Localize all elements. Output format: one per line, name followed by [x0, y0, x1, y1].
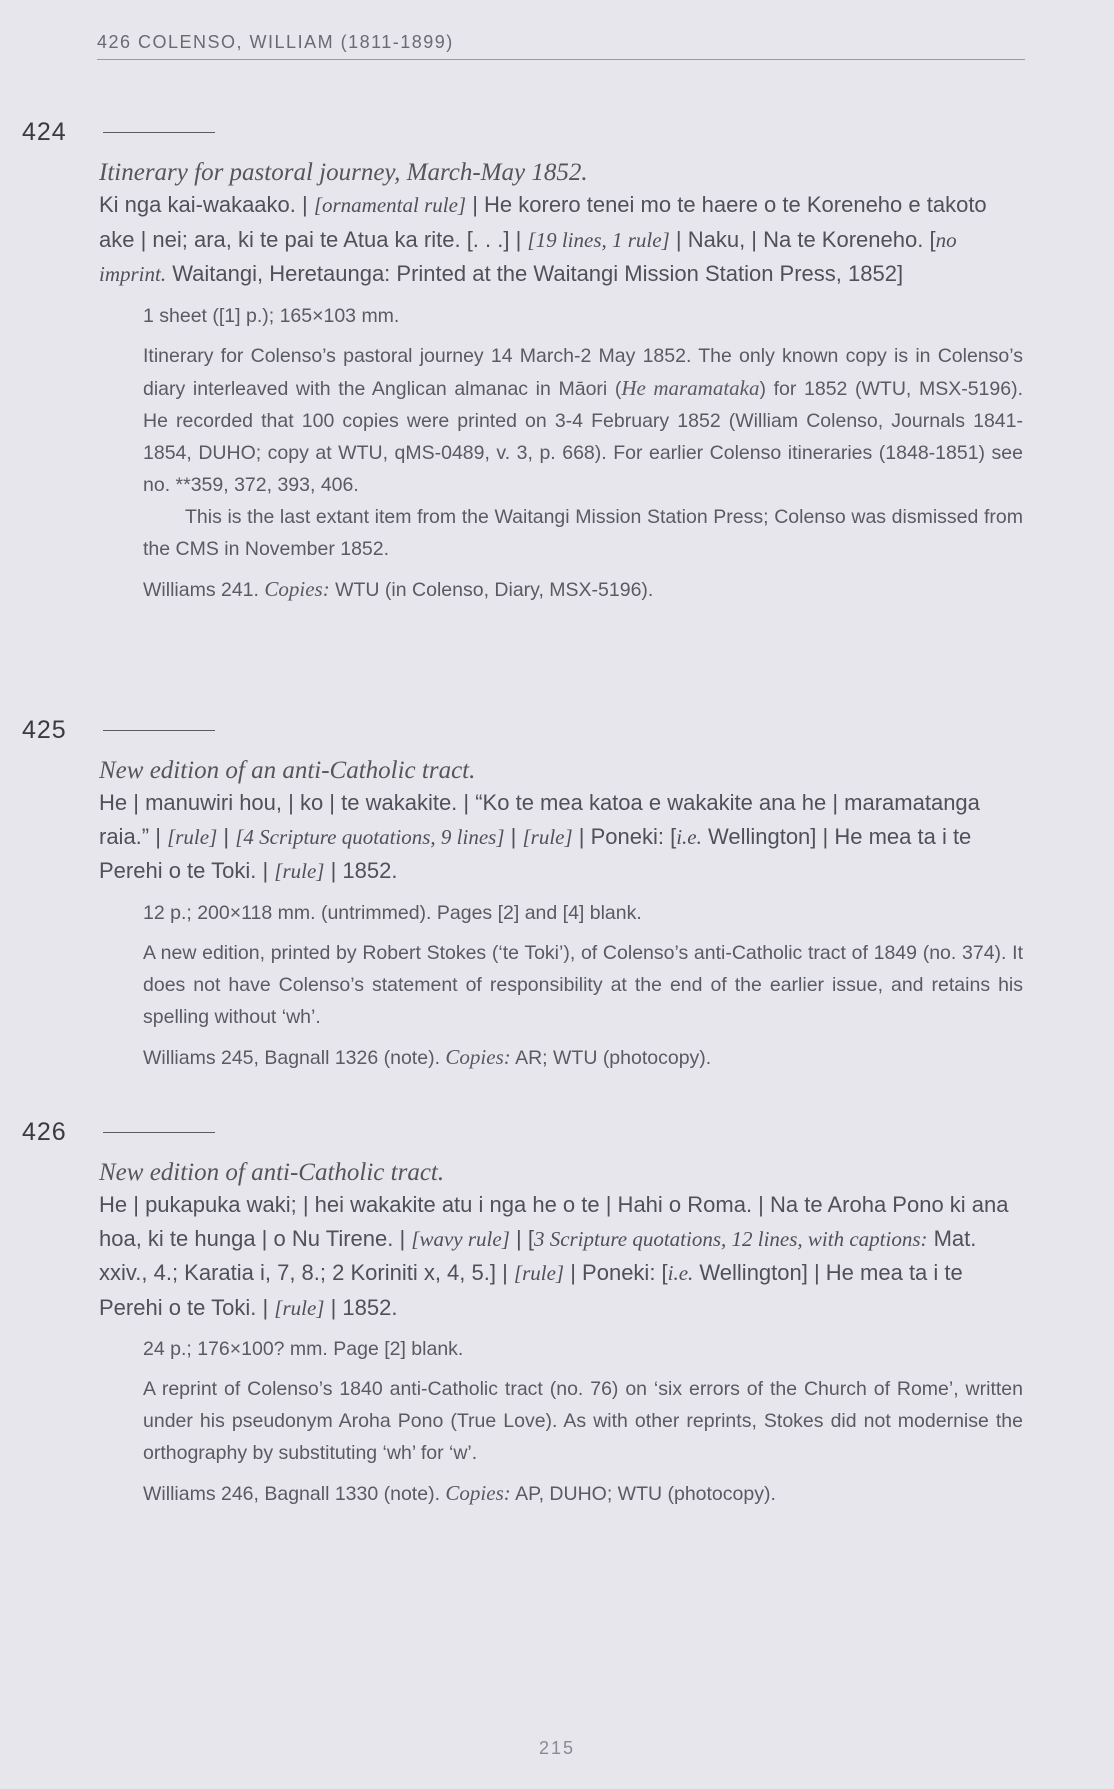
text-run: Williams 245, Bagnall 1326 (note). [143, 1046, 446, 1069]
italic-run: He maramataka [621, 375, 760, 400]
italic-run: [wavy rule] [411, 1226, 510, 1251]
text-run: Wellington] | He mea ta i te Perehi o te Toki. | [99, 823, 972, 883]
text-run: | He korero tenei mo te haere o te Koreneho e takoto ake | nei; ara, ki te pai te Atua ka rite. [. . .] | [99, 192, 987, 252]
italic-run: [19 lines, 1 rule] [527, 227, 670, 252]
collation: 12 p.; 200×118 mm. (untrimmed). Pages [2] and [4] blank. [143, 901, 642, 924]
catalogue-entry-426 [0, 1118, 1114, 1508]
italic-run: 3 Scripture quotations, 12 lines, with captions: [533, 1226, 928, 1251]
italic-run: [rule] [167, 824, 218, 849]
note-paragraph-2 [143, 501, 1023, 565]
note-paragraph [143, 937, 1023, 1033]
text-run: A new edition, printed by Robert Stokes (‘te Toki’), of Colenso’s anti-Catholic tract of 1849 (no. 374). It does not have Colenso’s statement of responsibility at the end of the earlier issue, and retains his spelling without ‘wh’. [143, 941, 1023, 1028]
italic-run: [rule] [522, 824, 573, 849]
text-run: | [ [509, 1225, 534, 1251]
italic-run: [ornamental rule] [313, 193, 467, 217]
text-run: He | manuwiri hou, | ko | te wakakite. | “Ko te mea katoa e wakakite ana he | maramatanga raia.” | [99, 790, 980, 849]
text-run: Williams 241. [143, 578, 265, 601]
entry-dash [103, 132, 215, 133]
entry-dash [103, 730, 215, 731]
entry-title: New edition of anti-Catholic tract. [99, 1159, 445, 1186]
italic-run: i.e. [676, 824, 702, 849]
italic-run: [4 Scripture quotations, 9 lines] [235, 824, 505, 849]
italic-run: no imprint. [99, 227, 957, 286]
collation: 1 sheet ([1] p.); 165×103 mm. [143, 304, 400, 327]
note-paragraph [143, 1373, 1023, 1469]
title-transcription [99, 786, 1024, 889]
italic-run: [rule] [274, 1295, 325, 1320]
page-number: 215 [538, 1738, 576, 1758]
running-head: 426 COLENSO, WILLIAM (1811-1899) [97, 32, 1025, 60]
text-run: He | pukapuka waki; | hei wakakite atu i nga he o te | Hahi o Roma. | Na te Aroha Pono ki ana hoa, ki te hunga | o Nu Tirene. | [99, 1192, 1009, 1251]
text-run: ) for 1852 (WTU, MSX-5196). He recorded that 100 copies were printed on 3-4 February 1852 (William Colenso, Journals 1841-1854, DUHO; copy at WTU, qMS-0489, v. 3, p. 668). For earlier Colenso itineraries (1848-1851) see no. **359, 372, 393, 406. [143, 377, 1023, 496]
title-transcription [99, 188, 1024, 292]
text-run: Ki nga kai-wakaako. | [99, 192, 314, 217]
text-run: WTU (in Colenso, Diary, MSX-5196). [329, 578, 654, 601]
catalogue-entry-424 [0, 118, 1114, 604]
text-run: | [504, 823, 523, 849]
italic-run: i.e. [667, 1261, 694, 1285]
entry-number: 425 [22, 716, 67, 744]
italic-run: Copies: [445, 1044, 511, 1069]
text-run: A reprint of Colenso’s 1840 anti-Catholic tract (no. 76) on ‘six errors of the Church of Rome’, written under his pseudonym Aroha Pono (True Love). As with other reprints, Stokes did not modernise the orthography by substituting ‘wh’ for ‘w’. [143, 1378, 1023, 1464]
italic-run: Copies: [445, 1481, 511, 1505]
entry-dash [103, 1132, 215, 1133]
italic-run: [rule] [513, 1261, 565, 1285]
text-run: Mat. xxiv., 4.; Karatia i, 7, 8.; 2 Koriniti x, 4, 5.] | [99, 1225, 977, 1285]
entry-title: New edition of an anti-Catholic tract. [99, 757, 476, 784]
italic-run: Copies: [264, 576, 330, 601]
text-run: AR; WTU (photocopy). [510, 1046, 712, 1069]
text-run: | 1852. [324, 1294, 398, 1320]
collation: 24 p.; 176×100? mm. Page [2] blank. [143, 1338, 464, 1360]
entry-number: 424 [22, 118, 67, 146]
text-run: | Naku, | Na te Koreneho. [ [669, 226, 936, 252]
references [143, 1043, 1023, 1072]
entry-number: 426 [22, 1118, 67, 1146]
references [143, 1479, 1023, 1508]
references [143, 575, 1023, 604]
note-paragraph [143, 340, 1023, 501]
title-transcription [99, 1188, 1024, 1325]
text-run: | 1852. [324, 858, 398, 883]
text-run: | [217, 823, 236, 849]
text-run: | Poneki: [ [564, 1260, 668, 1285]
text-run: This is the last extant item from the Waitangi Mission Station Press; Colenso was dismissed from the CMS in November 1852. [143, 505, 1023, 560]
italic-run: [rule] [274, 859, 325, 883]
text-run: AP, DUHO; WTU (photocopy). [510, 1483, 776, 1505]
catalogue-entry-425 [0, 716, 1114, 1072]
text-run: Itinerary for Colenso’s pastoral journey 14 March-2 May 1852. The only known copy is in Colenso’s diary interleaved with the Anglican almanac in Māori ( [143, 344, 1023, 400]
text-run: Waitangi, Heretaunga: Printed at the Waitangi Mission Station Press, 1852] [166, 261, 904, 286]
text-run: Williams 246, Bagnall 1330 (note). [143, 1483, 446, 1505]
text-run: | Poneki: [ [572, 823, 677, 849]
text-run: Wellington] | He mea ta i te Perehi o te Toki. | [99, 1260, 963, 1320]
entry-title: Itinerary for pastoral journey, March-May 1852. [99, 159, 588, 186]
